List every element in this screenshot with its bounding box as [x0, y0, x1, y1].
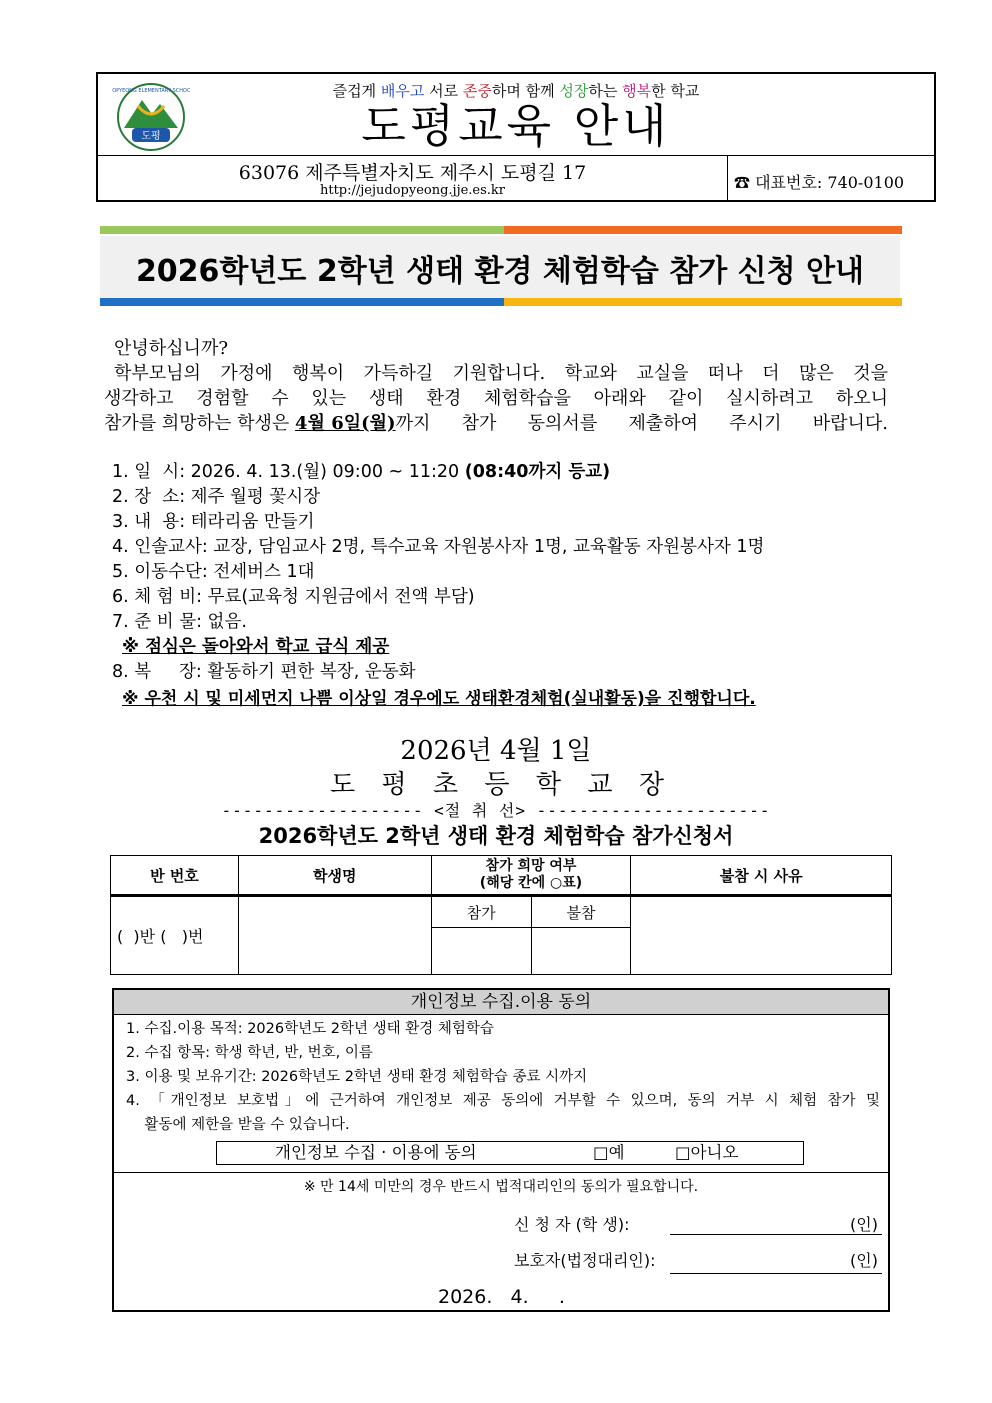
banner	[100, 236, 900, 298]
item-dress: 8. 복 장: 활동하기 편한 복장, 운동화	[112, 662, 416, 682]
privacy-consent-box	[112, 988, 890, 1312]
school-slogan: 즐겁게 배우고 서로 존중하며 함께 성장하는 행복한 학교	[332, 82, 700, 100]
school-phone: ☎ 대표번호: 740-0100	[734, 173, 905, 192]
banner-bar-bottom-yellow	[504, 298, 902, 306]
item-place: 2. 장 소: 제주 월평 꽃시장	[112, 487, 321, 507]
item-cost: 6. 체 험 비: 무료(교육청 지원금에서 전액 부담)	[112, 587, 475, 607]
absent-mark-cell[interactable]	[531, 928, 631, 975]
applicant-seal: (인)	[850, 1215, 878, 1234]
consent-title: 개인정보 수집.이용 동의	[114, 990, 888, 1015]
col-student-name: 학생명	[238, 856, 431, 896]
banner-bar-top-green	[100, 226, 504, 234]
newsletter-title: 도평교육 안내	[361, 99, 671, 153]
consent-divider	[114, 1172, 888, 1173]
intro-line-2: 생각하고 경험할 수 있는 생태 환경 체험학습을 아래와 같이 실시하려고 하오니	[104, 388, 888, 409]
address-cell	[98, 156, 728, 202]
agree-yes-checkbox[interactable]: □예	[593, 1143, 625, 1162]
guardian-notice: ※ 만 14세 미만의 경우 반드시 법적대리인의 동의가 필요합니다.	[303, 1179, 699, 1195]
agree-no-checkbox[interactable]: □아니오	[675, 1143, 739, 1162]
guardian-seal: (인)	[850, 1251, 878, 1270]
consent-item-2: 2. 수집 항목: 학생 학년, 반, 번호, 이름	[126, 1045, 373, 1061]
col-absence-reason: 불참 시 사유	[631, 856, 892, 896]
agree-label: 개인정보 수집 · 이용에 동의	[275, 1143, 477, 1162]
consent-item-3: 3. 이용 및 보유기간: 2026학년도 2학년 생태 환경 체험학습 종료 시까지	[126, 1069, 588, 1085]
intro-line-3: 참가를 희망하는 학생은 4월 6일(월) 까지 참가 동의서를 제출하여 주시기 바랍니다.	[104, 409, 888, 435]
header-top-row	[98, 74, 934, 156]
applicant-label: 신 청 자 (학 생):	[514, 1215, 630, 1234]
application-date: 2026. 4. .	[438, 1286, 565, 1308]
logo-text: 도평	[141, 131, 161, 142]
sub-absent: 불참	[531, 896, 631, 928]
cut-line: ------------------- <절 취 선> ----------------------	[221, 801, 771, 820]
consent-item-4-cont: 활동에 제한을 받을 수 있습니다.	[126, 1117, 350, 1133]
banner-bar-bottom-blue	[100, 298, 504, 306]
school-url[interactable]: http://jejudopyeong.jje.es.kr	[319, 183, 506, 198]
join-mark-cell[interactable]	[431, 928, 531, 975]
item-content: 3. 내 용: 테라리움 만들기	[112, 512, 315, 532]
item-date: 1. 일 시: 2026. 4. 13.(월) 09:00 ~ 11:20 (08:40까지 등교)	[112, 462, 611, 482]
lunch-note: ※ 점심은 돌아와서 학교 급식 제공	[122, 637, 390, 657]
student-name-field[interactable]	[238, 896, 431, 975]
col-class-number: 반 번호	[111, 856, 239, 896]
deadline-date: 4월 6일(월)	[295, 413, 396, 434]
guardian-label: 보호자(법정대리인):	[514, 1251, 656, 1270]
principal-signature: 도 평 초 등 학 교 장	[330, 770, 664, 800]
banner-title: 2026학년도 2학년 생태 환경 체험학습 참가 신청 안내	[135, 254, 865, 289]
greeting: 안녕하십니까?	[114, 338, 228, 359]
logo-arc-text: DOPYEONG ELEMENTARY SCHOOL	[112, 88, 190, 94]
application-table	[110, 855, 892, 975]
col-participation: 참가 희망 여부 (해당 칸에 ○표)	[431, 856, 631, 896]
item-transport: 5. 이동수단: 전세버스 1대	[112, 562, 315, 582]
consent-agree-row	[216, 1141, 804, 1165]
issue-date: 2026년 4월 1일	[400, 736, 592, 766]
form-title: 2026학년도 2학년 생태 환경 체험학습 참가신청서	[258, 824, 734, 848]
item-supplies: 7. 준 비 물: 없음.	[112, 612, 247, 632]
consent-item-1: 1. 수집.이용 목적: 2026학년도 2학년 생태 환경 체험학습	[126, 1021, 494, 1037]
intro-line-1: 학부모님의 가정에 행복이 가득하길 기원합니다. 학교와 교실을 떠나 더 많은 것을	[114, 363, 888, 384]
weather-note: ※ 우천 시 및 미세먼지 나쁨 이상일 경우에도 생태환경체험(실내활동)을 진행합니다.	[122, 689, 756, 709]
item-teachers: 4. 인솔교사: 교장, 담임교사 2명, 특수교육 자원봉사자 1명, 교육활동 자원봉사자 1명	[112, 537, 765, 557]
school-address: 63076 제주특별자치도 제주시 도평길 17	[238, 162, 587, 184]
school-header	[96, 72, 936, 202]
banner-bar-top-orange	[504, 226, 902, 234]
guardian-sign-line[interactable]	[670, 1273, 882, 1274]
class-number-field[interactable]: ( )반 ( )번	[111, 896, 239, 975]
absence-reason-field[interactable]	[631, 896, 892, 975]
sub-join: 참가	[431, 896, 531, 928]
consent-item-4: 4. 「개인정보 보호법」에 근거하여 개인정보 제공 동의에 거부할 수 있으며, 동의 거부 시 체험 참가 및	[126, 1093, 880, 1109]
